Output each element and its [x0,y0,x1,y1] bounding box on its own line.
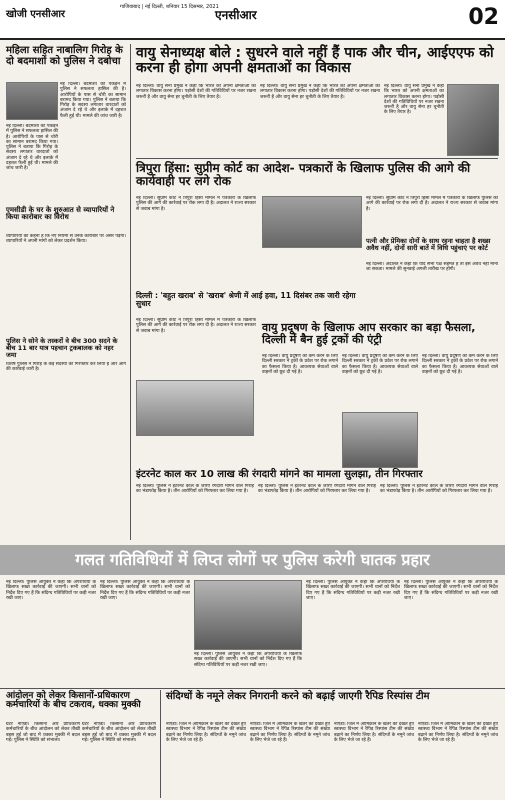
column-divider-bottom [160,690,161,798]
body-sandigdh-1: नोएडा। जिले में ओमिक्रॉन के खतरे को देखते हुए स्वास्थ्य विभाग ने रैपिड रिस्पांस टीम की संख्या बढ़ाने का निर्णय लिया है। संदिग्धों के नमूने जांच के लिए भेजे जा रहे हैं। [166,722,246,743]
headline-air-quality: दिल्ली : 'बहुत खराब' से 'खराब' श्रेणी में आई हवा, 11 दिसंबर तक जारी रहेगा सुधार [136,291,356,308]
headline-vayu: वायु सेनाध्यक्ष बोले : सुधरने वाले नहीं हैं पाक और चीन, आईएएफ को करना ही होगा अपनी क्षमताओं का विकास [136,45,494,76]
body-tripura: नई दिल्ली। सुप्रीम कोर्ट ने त्रिपुरा हिंसा मामले में पत्रकारों के खिलाफ पुलिस की आगे की कार्रवाई पर रोक लगा दी है। अदालत ने राज्य सरकार से जवाब मांगा है। [136,196,256,212]
body-sandigdh-2: नोएडा। जिले में ओमिक्रॉन के खतरे को देखते हुए स्वास्थ्य विभाग ने रैपिड रिस्पांस टीम की संख्या बढ़ाने का निर्णय लिया है। संदिग्धों के नमूने जांच के लिए भेजे जा रहे हैं। [250,722,330,743]
body-galat-5: नई दिल्ली। पुलिस आयुक्त ने कहा कि अपराधियों के खिलाफ सख्त कार्रवाई की जाएगी। सभी थानों को निर्देश दिए गए हैं कि संदिग्ध गतिविधियों पर कड़ी नजर रखी जाए। [404,580,498,601]
subhead-police: पुलिस ने सोने के तस्करों वे बीच 300 सदने के बीच 11 बार यात्र पहचान ट्रकबालक को नहर जमा [6,337,118,359]
section-name: एनसीआर [215,8,257,22]
photo-air-chief [447,84,499,156]
photo-police [194,580,302,650]
body-pani: नई दिल्ली। अदालत ने कहा कि यदि सभी पक्ष सहमत हैं तो इसे अवैध नहीं माना जा सकता। मामले की सुनवाई अगली तारीख पर होगी। [366,262,498,273]
page-number: 02 [468,5,499,30]
headline-pradushan: वायु प्रदूषण के खिलाफ आप सरकार का बड़ा फैसला, दिल्ली में बैन हुई ट्रकों की एंट्री [262,321,476,346]
body-mahila: नई दिल्ली। बदमाशों को पकड़ने में पुलिस ने सफलता हासिल की है। आरोपियों के पास से चोरी का सामान बरामद किया गया। पुलिस ने बताया कि गिरोह के सदस्य लगातार वारदातों को अंजाम दे रहे थे और इलाके में दहशत फैली हुई थी। मामले की जांच जारी है। [60,82,126,119]
headline-sandigdh: संदिग्धों के नमूने लेकर निगरानी करने को बढ़ाई जाएगी रैपिड रिस्पांस टीम [166,691,430,702]
photo-suspect [6,82,58,120]
body-andolan-1: ग्रेटर नोएडा। किसानों और प्राधिकरण कर्मचारियों के बीच आंदोलन को लेकर तीखी बहस हुई जो बाद में धक्का मुक्की में बदल गई। पुलिस ने स्थिति को संभाला। [6,722,80,743]
paper-name: खोजी एनसीआर [6,9,66,20]
body-galat-2: नई दिल्ली। पुलिस आयुक्त ने कहा कि अपराधियों के खिलाफ सख्त कार्रवाई की जाएगी। सभी थानों को निर्देश दिए गए हैं कि संदिग्ध गतिविधियों पर कड़ी नजर रखी जाए। [100,580,190,601]
body-internet-3: नई दिल्ली। पुलिस ने इंटरनेट कॉल के जरिए रंगदारी मांगने वाले गिरोह का भंडाफोड़ किया है। तीन आरोपियों को गिरफ्तार कर लिया गया है। [380,484,498,495]
body-mahila-cont: नई दिल्ली। बदमाशों को पकड़ने में पुलिस ने सफलता हासिल की है। आरोपियों के पास से चोरी का सामान बरामद किया गया। पुलिस ने बताया कि गिरोह के सदस्य लगातार वारदातों को अंजाम दे रहे थे और इलाके में दहशत फैली हुई थी। मामले की जांच जारी है। [6,124,58,172]
body-galat-4: नई दिल्ली। पुलिस आयुक्त ने कहा कि अपराधियों के खिलाफ सख्त कार्रवाई की जाएगी। सभी थानों को निर्देश दिए गए हैं कि संदिग्ध गतिविधियों पर कड़ी नजर रखी जाए। [306,580,400,601]
body-vayu-2: नई दिल्ली। वायु सेना प्रमुख ने कहा कि भारत को अपनी क्षमताओं का लगातार विकास करना होगा। पड़ोसी देशों की गतिविधियों पर नजर रखना जरूरी है और वायु सेना हर चुनौती के लिए तैयार है। [260,84,380,100]
body-mcd: व्यापारियों का कहना है कि नए नियमों से उनके कारोबार पर असर पड़ेगा। व्यापारियों ने अपनी मांगों को लेकर प्रदर्शन किया। [6,234,126,245]
headline-tripura: त्रिपुरा हिंसा: सुप्रीम कोर्ट का आदेश- पत्रकारों के खिलाफ पुलिस की आगे की कार्यवाही पर लगे रोक [136,161,471,188]
body-tripura-2: नई दिल्ली। सुप्रीम कोर्ट ने त्रिपुरा हिंसा मामले में पत्रकारों के खिलाफ पुलिस की आगे की कार्रवाई पर रोक लगा दी है। अदालत ने राज्य सरकार से जवाब मांगा है। [366,196,498,212]
subhead-mcd: एमसीडी के घर के शुरुआत से व्यापारियों ने किया कारोबार का विरोध [6,206,115,222]
column-divider [130,44,131,540]
body-vayu-1: नई दिल्ली। वायु सेना प्रमुख ने कहा कि भारत को अपनी क्षमताओं का लगातार विकास करना होगा। पड़ोसी देशों की गतिविधियों पर नजर रखना जरूरी है और वायु सेना हर चुनौती के लिए तैयार है। [136,84,256,100]
headline-mahila: महिला सहित नाबालिग गिरोह के दो बदमाशों को पुलिस ने दबोचा [6,45,123,67]
body-air-quality: नई दिल्ली। सुप्रीम कोर्ट ने त्रिपुरा हिंसा मामले में पत्रकारों के खिलाफ पुलिस की आगे की कार्रवाई पर रोक लगा दी है। अदालत ने राज्य सरकार से जवाब मांगा है। [136,318,256,334]
section-rule-bottom [0,688,505,689]
photo-court [262,196,362,248]
body-internet-1: नई दिल्ली। पुलिस ने इंटरनेट कॉल के जरिए रंगदारी मांगने वाले गिरोह का भंडाफोड़ किया है। तीन आरोपियों को गिरफ्तार कर लिया गया है। [136,484,254,495]
headline-andolan: आंदोलन को लेकर किसानों-प्रधिकारण कर्मचारियों के बीच टकराव, धक्का मुक्की [6,691,141,711]
photo-trucks [342,412,418,468]
body-sandigdh-4: नोएडा। जिले में ओमिक्रॉन के खतरे को देखते हुए स्वास्थ्य विभाग ने रैपिड रिस्पांस टीम की संख्या बढ़ाने का निर्णय लिया है। संदिग्धों के नमूने जांच के लिए भेजे जा रहे हैं। [418,722,498,743]
body-andolan-2: ग्रेटर नोएडा। किसानों और प्राधिकरण कर्मचारियों के बीच आंदोलन को लेकर तीखी बहस हुई जो बाद में धक्का मुक्की में बदल गई। पुलिस ने स्थिति को संभाला। [82,722,156,743]
section-rule [136,158,498,159]
body-galat-3: नई दिल्ली। पुलिस आयुक्त ने कहा कि अपराधियों के खिलाफ सख्त कार्रवाई की जाएगी। सभी थानों को निर्देश दिए गए हैं कि संदिग्ध गतिविधियों पर कड़ी नजर रखी जाए। [194,652,302,668]
banner-headline: गलत गतिविधियों में लिप्त लोगों पर पुलिस करेगी घातक प्रहार [0,545,505,575]
photo-traffic [136,380,254,436]
body-pradushan-1: नई दिल्ली। वायु प्रदूषण को कम करने के लिए दिल्ली सरकार ने ट्रकों के प्रवेश पर रोक लगाने का फैसला किया है। आवश्यक सेवाओं वाले वाहनों को छूट दी गई है। [262,354,338,375]
headline-pani: पत्नी और प्रेमिका दोनों के साथ रहना चाहता है शख्स अवैध नहीं, दोनों सारी बातें में विधि पहुंचाएं पर कोर्ट [366,237,491,252]
masthead [0,0,505,40]
body-police: विशेष पुलिस ने गिरोह के कई सदस्यों को गिरफ्तार कर लिया है और आगे की कार्रवाई जारी है। [6,362,126,373]
dateline: गाजियाबाद | नई दिल्ली, शनिवार 15 दिसम्बर, 2021 [120,4,219,10]
body-galat-1: नई दिल्ली। पुलिस आयुक्त ने कहा कि अपराधियों के खिलाफ सख्त कार्रवाई की जाएगी। सभी थानों को निर्देश दिए गए हैं कि संदिग्ध गतिविधियों पर कड़ी नजर रखी जाए। [6,580,96,601]
body-internet-2: नई दिल्ली। पुलिस ने इंटरनेट कॉल के जरिए रंगदारी मांगने वाले गिरोह का भंडाफोड़ किया है। तीन आरोपियों को गिरफ्तार कर लिया गया है। [258,484,376,495]
body-vayu-3: नई दिल्ली। वायु सेना प्रमुख ने कहा कि भारत को अपनी क्षमताओं का लगातार विकास करना होगा। पड़ोसी देशों की गतिविधियों पर नजर रखना जरूरी है और वायु सेना हर चुनौती के लिए तैयार है। [384,84,444,116]
body-pradushan-2: नई दिल्ली। वायु प्रदूषण को कम करने के लिए दिल्ली सरकार ने ट्रकों के प्रवेश पर रोक लगाने का फैसला किया है। आवश्यक सेवाओं वाले वाहनों को छूट दी गई है। [342,354,418,375]
headline-internet: इंटरनेट काल कर 10 लाख की रंगदारी मांगने का मामला सुलझा, तीन गिरफ्तार [136,469,423,480]
body-pradushan-3: नई दिल्ली। वायु प्रदूषण को कम करने के लिए दिल्ली सरकार ने ट्रकों के प्रवेश पर रोक लगाने का फैसला किया है। आवश्यक सेवाओं वाले वाहनों को छूट दी गई है। [422,354,498,375]
body-sandigdh-3: नोएडा। जिले में ओमिक्रॉन के खतरे को देखते हुए स्वास्थ्य विभाग ने रैपिड रिस्पांस टीम की संख्या बढ़ाने का निर्णय लिया है। संदिग्धों के नमूने जांच के लिए भेजे जा रहे हैं। [334,722,414,743]
